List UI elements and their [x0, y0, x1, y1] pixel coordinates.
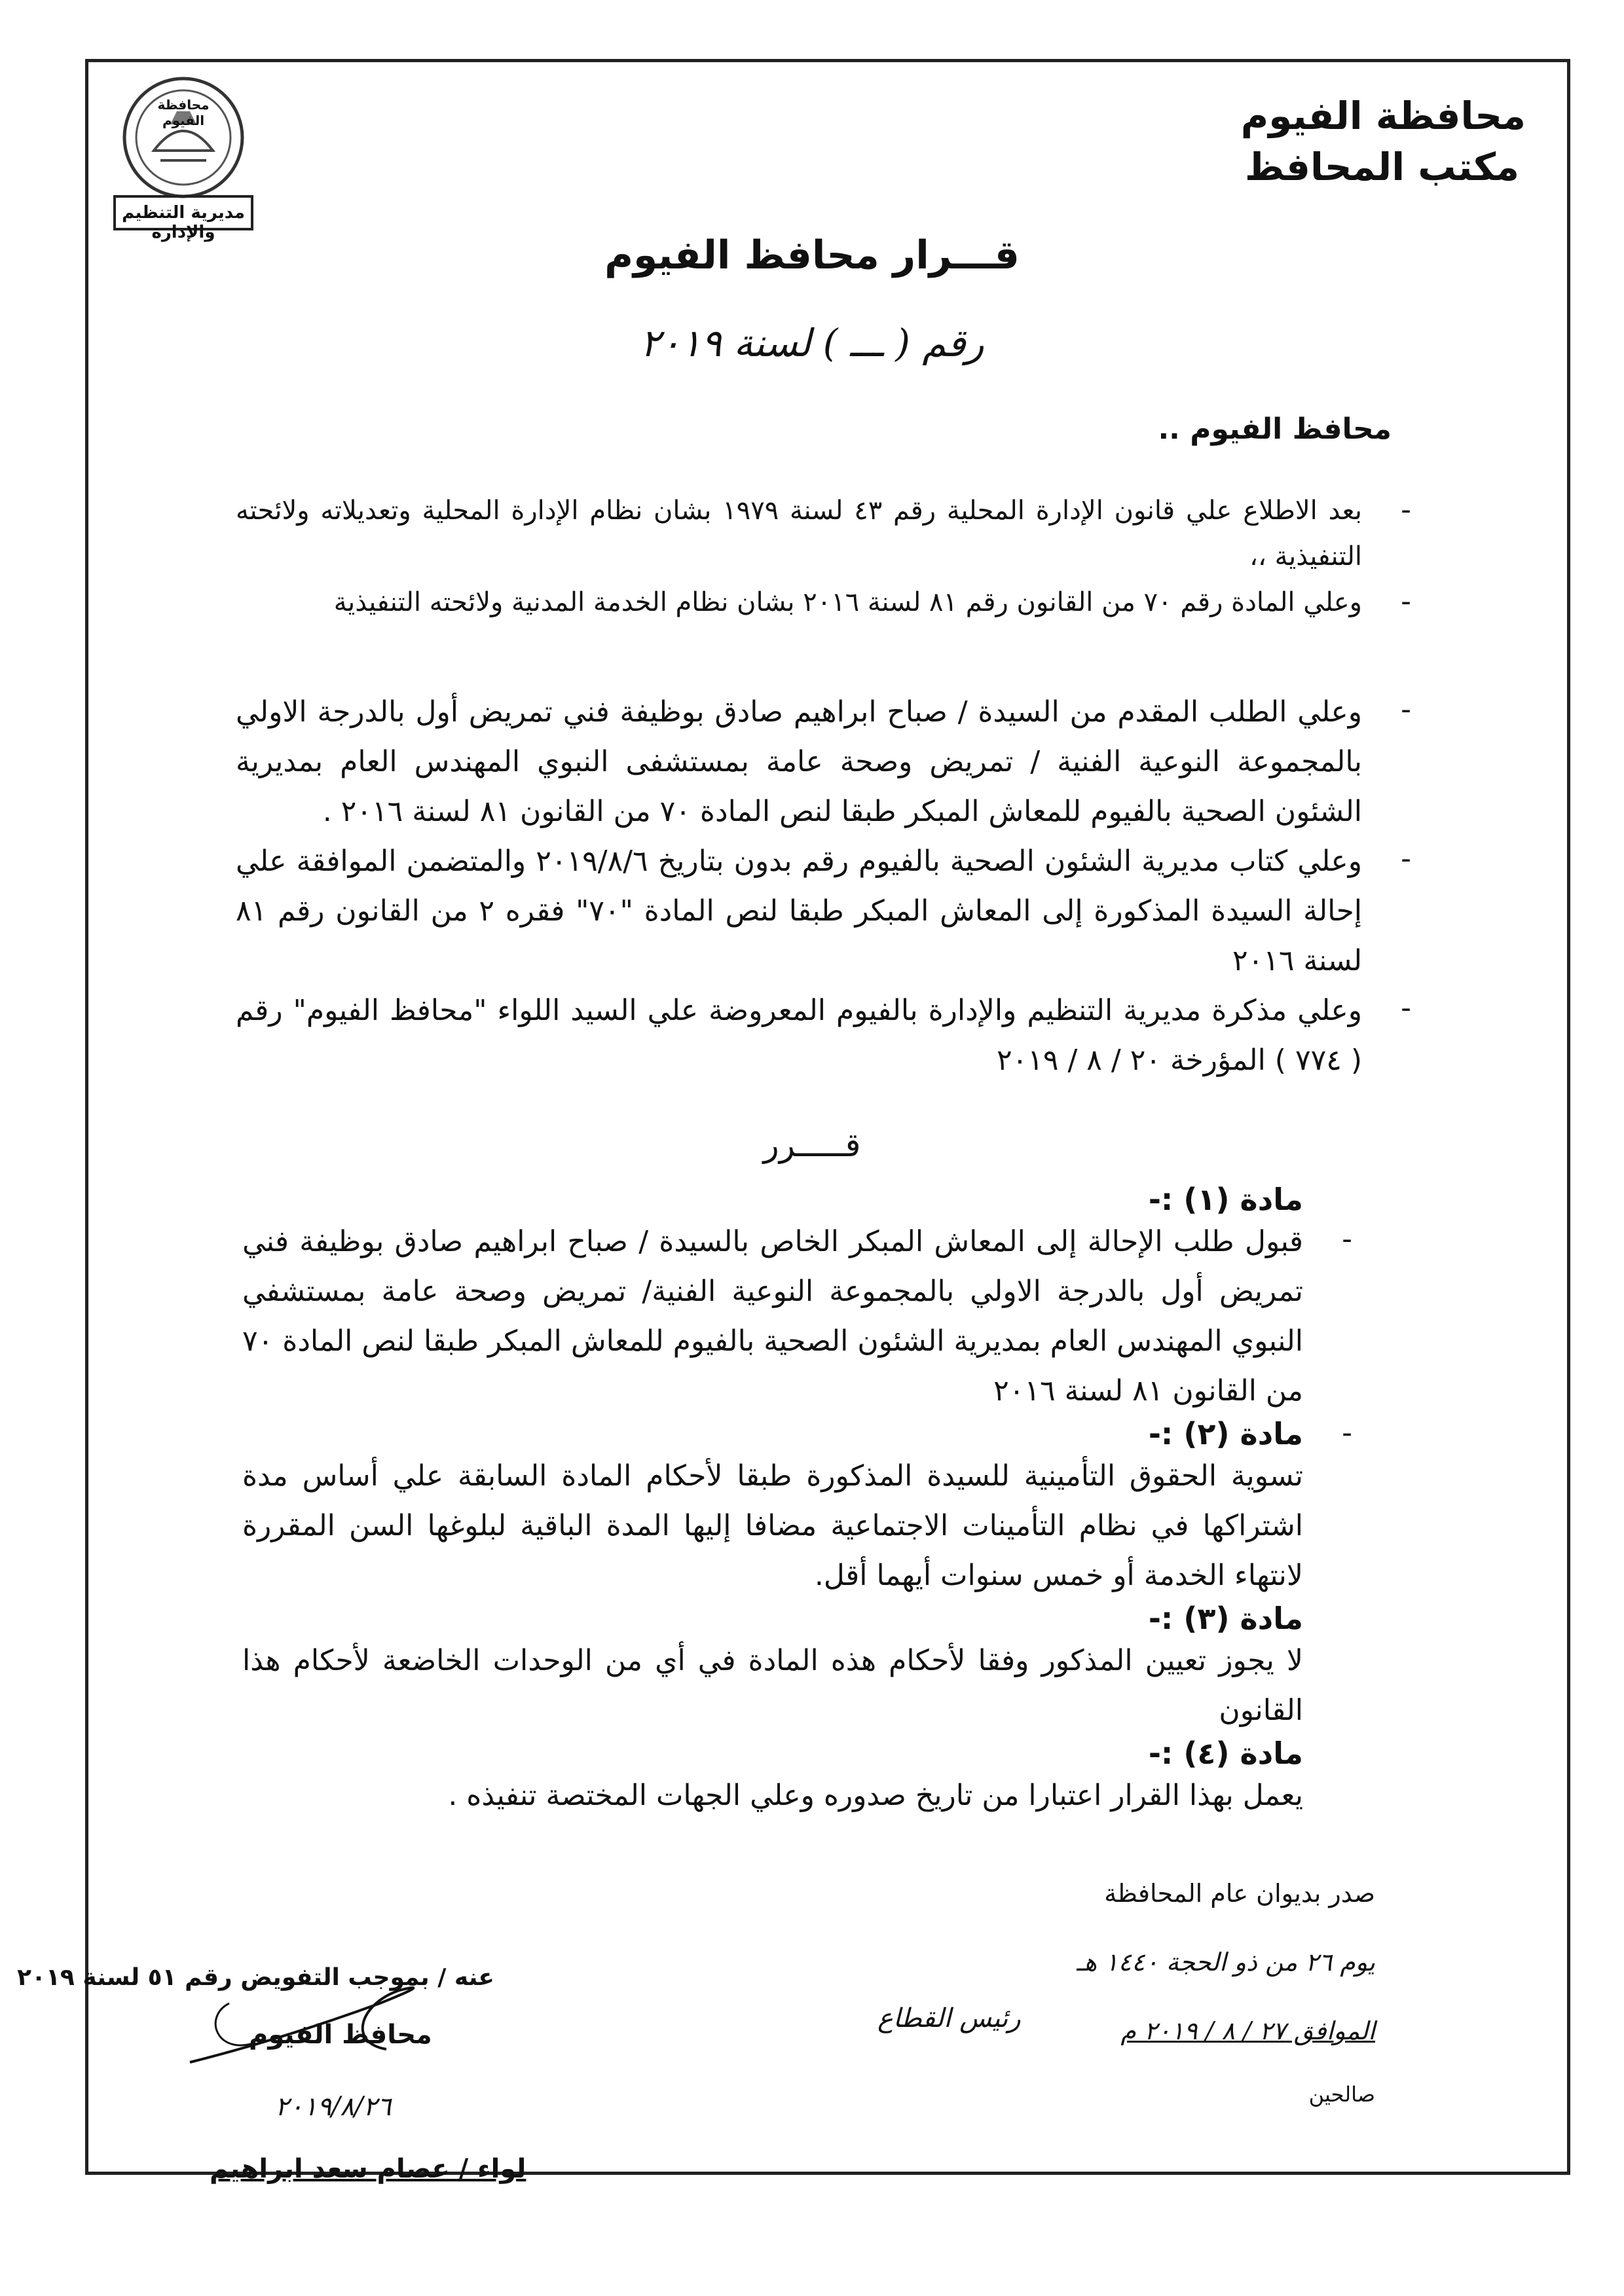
recital-item: وعلي مذكرة مديرية التنظيم والإدارة بالفيوم المعروضة علي السيد اللواء "محافظ الفيوم" رقم ( ٧٧٤ ) المؤرخة ٢٠ / ٨ / ٢٠١٩: [236, 994, 1362, 1077]
handwritten-signature-icon: [164, 1964, 439, 2082]
signature-date: ٢٠١٩/٨/٢٦: [275, 2092, 392, 2122]
bullet-dash-icon: -: [1401, 693, 1411, 726]
signatory-role: محافظ الفيوم: [249, 2020, 432, 2050]
bullet-dash-icon: -: [1342, 1416, 1352, 1449]
bullet-dash-icon: -: [1401, 585, 1411, 618]
recital-item: وعلي المادة رقم ٧٠ من القانون رقم ٨١ لسنة ٢٠١٦ بشان نظام الخدمة المدنية ولائحته التنفيذية: [333, 587, 1362, 617]
article-text: تسوية الحقوق التأمينية للسيدة المذكورة طبقا لأحكام المادة السابقة علي أساس مدة اشتراكها في نظام التأمينات الاجتماعية مضافا إليها المدة الباقية لبلوغها السن المقررة لانتهاء الخدمة أو خمس سنوات أيهما أقل.: [242, 1459, 1303, 1592]
governorate-emblem: [108, 72, 259, 242]
article-label: مادة (٢) :-: [1148, 1416, 1303, 1451]
governorate-name: محافظة الفيوم: [1240, 94, 1526, 138]
directorate-stamp-label: مديرية التنظيم والإدارة: [122, 203, 245, 242]
addressee: محافظ الفيوم ..: [1158, 412, 1392, 446]
recitals: [236, 488, 1411, 1085]
gregorian-date: الموافق ٢٧ / ٨ / ٢٠١٩ م: [1120, 2016, 1375, 2045]
bullet-dash-icon: -: [1401, 493, 1411, 526]
hijri-date: يوم ٢٦ من ذو الحجة ١٤٤٠ هـ: [1077, 1948, 1375, 1977]
recital-item: وعلي الطلب المقدم من السيدة / صباح ابراهيم صادق بوظيفة فني تمريض أول بالدرجة الاولي بالمجموعة النوعية الفنية / تمريض وصحة عامة بمستشفى النبوي المهندس العام بمديرية الشئون الصحية بالفيوم للمعاش المبكر طبقا لنص المادة ٧٠ من القانون ٨١ لسنة ٢٠١٦ .: [236, 695, 1362, 828]
article-text: قبول طلب الإحالة إلى المعاش المبكر الخاص بالسيدة / صباح ابراهيم صادق بوظيفة فني تمريض أول بالدرجة الاولي بالمجموعة النوعية الفنية/ تمريض وصحة عامة بمستشفي النبوي المهندس العام بمديرية الشئون الصحية بالفيوم للمعاش المبكر طبقا لنص المادة ٧٠ من القانون ٨١ لسنة ٢٠١٦: [242, 1225, 1303, 1408]
article-label: مادة (١) :-: [1148, 1182, 1303, 1217]
articles: [242, 1182, 1352, 1821]
issued-at: صدر بديوان عام المحافظة: [1104, 1879, 1375, 1908]
article-text: لا يجوز تعيين المذكور وفقا لأحكام هذه المادة في أي من الوحدات الخاضعة لأحكام هذا القانون: [242, 1644, 1303, 1727]
bullet-dash-icon: -: [1342, 1222, 1352, 1256]
recital-item: بعد الاطلاع علي قانون الإدارة المحلية رقم ٤٣ لسنة ١٩٧٩ بشان نظام الإدارة المحلية وتعديلاته ولائحته التنفيذية ،،: [236, 496, 1362, 572]
governor-office: مكتب المحافظ: [1244, 145, 1519, 189]
decree-number: رقم ( ـــ ) لسنة ٢٠١٩: [640, 321, 984, 365]
clerk-name: صالحين: [1308, 2082, 1375, 2107]
decree-title: قـــرار محافظ الفيوم: [604, 232, 1020, 278]
article-label: مادة (٣) :-: [1148, 1601, 1303, 1636]
emblem-inner-text: محافظة الفيوم: [157, 97, 210, 128]
bullet-dash-icon: -: [1401, 842, 1411, 875]
recital-item: وعلي كتاب مديرية الشئون الصحية بالفيوم رقم بدون بتاريخ ٢٠١٩/٨/٦ والمتضمن الموافقة علي إحالة السيدة المذكورة إلى المعاش المبكر طبقا لنص المادة "٧٠" فقره ٢ من القانون رقم ٨١ لسنة ٢٠١٦: [236, 845, 1363, 977]
bullet-dash-icon: -: [1401, 991, 1411, 1025]
reviewer-initials: رئيس القطاع: [877, 2003, 1021, 2033]
article-label: مادة (٤) :-: [1148, 1736, 1303, 1771]
delegation-line: عنه / بموجب التفويض رقم ٥١ لسنة ٢٠١٩: [17, 1964, 494, 1991]
article-text: يعمل بهذا القرار اعتبارا من تاريخ صدوره وعلي الجهات المختصة تنفيذه .: [448, 1779, 1303, 1812]
page-border: [17, 59, 1570, 2175]
decided-heading: قـــــرر: [763, 1126, 861, 1164]
signatory-name: لواء / عصام سعد ابراهيم: [210, 2154, 526, 2184]
